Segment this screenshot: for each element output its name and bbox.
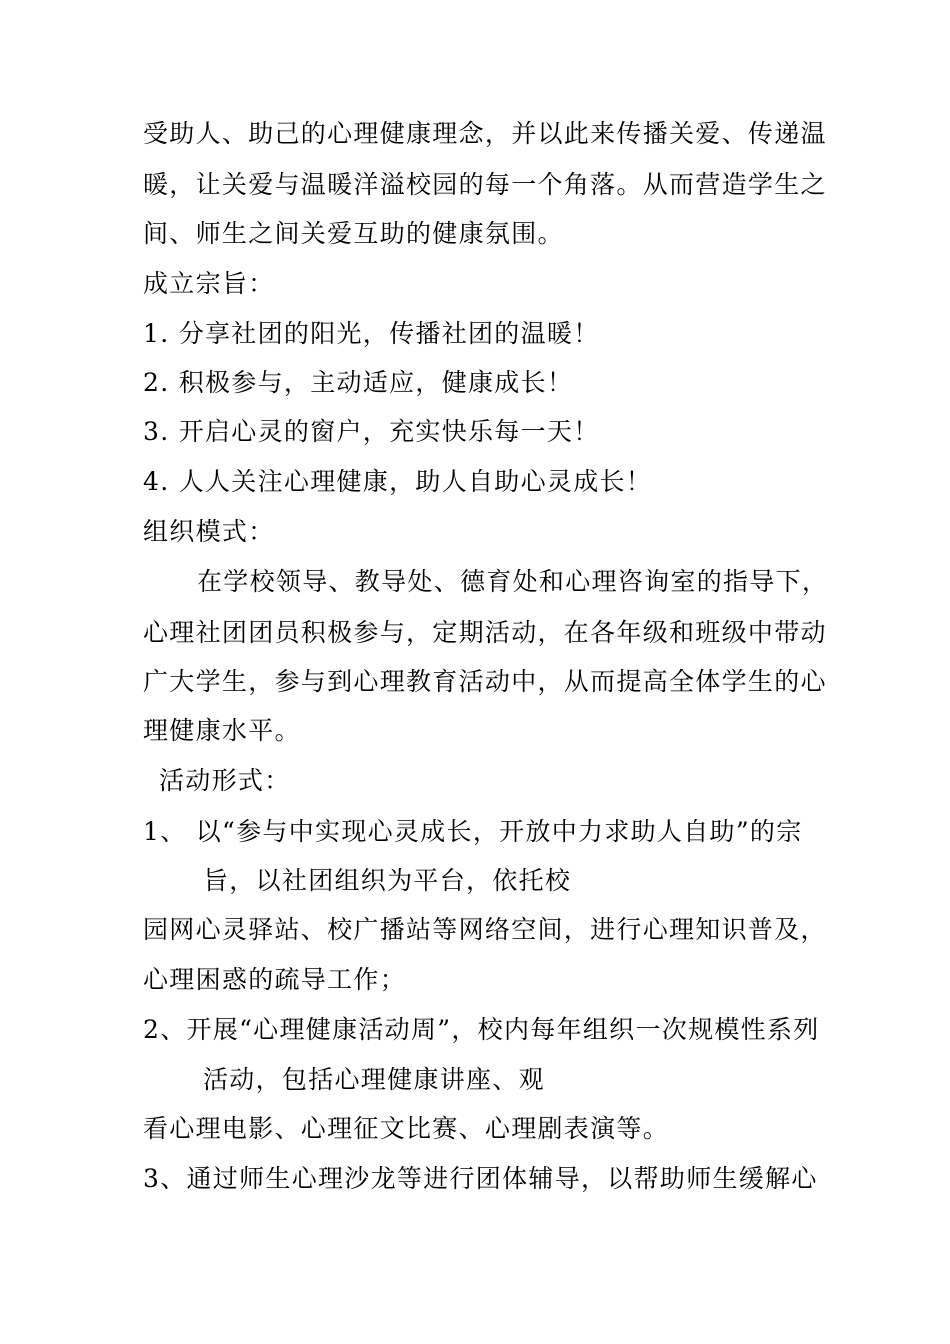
activity-2-line-1: 2、开展“心理健康活动周”，校内每年组织一次规模性系列 <box>143 1015 820 1044</box>
activity-1-line-4: 心理困惑的疏导工作； <box>143 965 407 994</box>
activity-3-line-1: 3、通过师生心理沙龙等进行团体辅导，以帮助师生缓解心 <box>143 1164 818 1193</box>
purpose-heading: 成立宗旨： <box>143 269 275 298</box>
organization-heading: 组织模式： <box>143 517 275 546</box>
organization-line-2: 心理社团团员积极参与，定期活动，在各年级和班级中带动 <box>143 618 827 647</box>
purpose-item-2: 2. 积极参与，主动适应，健康成长！ <box>143 368 574 397</box>
activity-1-line-2: 旨，以社团组织为平台，依托校 <box>203 866 572 895</box>
activities-heading: 活动形式： <box>159 766 291 795</box>
intro-line-1: 受助人、助己的心理健康理念，并以此来传播关爱、传递温 <box>143 119 827 148</box>
activity-2-line-2: 活动，包括心理健康讲座、观 <box>203 1065 545 1094</box>
intro-line-2: 暖，让关爱与温暖洋溢校园的每一个角落。从而营造学生之 <box>143 170 827 199</box>
activity-1-line-1: 1、 以“参与中实现心灵成长，开放中力求助人自助”的宗 <box>143 817 803 846</box>
intro-line-3: 间、师生之间关爱互助的健康氛围。 <box>143 219 564 248</box>
organization-line-1: 在学校领导、教导处、德育处和心理咨询室的指导下， <box>197 567 829 596</box>
organization-line-3: 广大学生，参与到心理教育活动中，从而提高全体学生的心 <box>143 667 827 696</box>
organization-line-4: 理健康水平。 <box>143 716 301 745</box>
activity-2-line-3: 看心理电影、心理征文比赛、心理剧表演等。 <box>143 1114 670 1143</box>
purpose-item-4: 4. 人人关注心理健康，助人自助心灵成长！ <box>143 467 653 496</box>
purpose-item-1: 1. 分享社团的阳光，传播社团的温暖！ <box>143 319 600 348</box>
purpose-item-3: 3. 开启心灵的窗户，充实快乐每一天！ <box>143 417 600 446</box>
activity-1-line-3: 园网心灵驿站、校广播站等网络空间，进行心理知识普及， <box>143 915 827 944</box>
